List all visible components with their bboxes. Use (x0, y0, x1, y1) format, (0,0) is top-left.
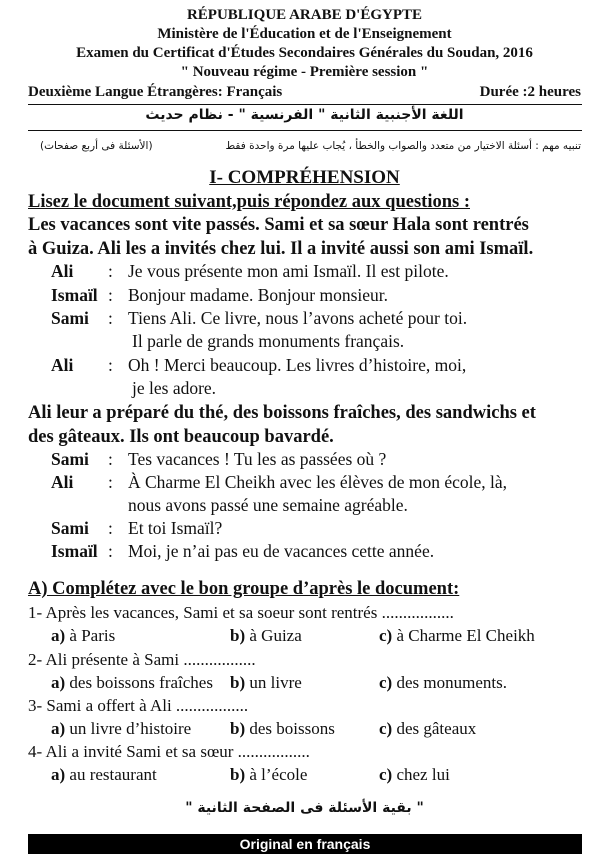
speaker-colon: : (108, 541, 113, 561)
option-text: à Paris (65, 626, 116, 645)
speaker-name: Ali (51, 261, 74, 281)
speaker-name: Sami (51, 518, 89, 538)
option-text: à l’école (245, 765, 308, 784)
speaker-colon: : (108, 518, 113, 538)
option-letter: a) (51, 673, 66, 692)
option-text: des boissons fraîches (65, 673, 213, 692)
dialogue-line: Je vous présente mon ami Ismaïl. Il est pilote. (128, 261, 449, 281)
subject-label: Deuxième Langue Étrangères: Français (28, 84, 283, 100)
dialogue-line: Il parle de grands monuments français. (132, 331, 405, 351)
dialogue-line: Et toi Ismaïl? (128, 518, 223, 538)
option-letter: b) (230, 673, 246, 692)
option-text: un livre d’histoire (65, 719, 192, 738)
header-ministry: Ministère de l'Éducation et de l'Enseignement (157, 26, 452, 42)
header-country: RÉPUBLIQUE ARABE D'ÉGYPTE (186, 7, 423, 23)
dialogue-line: Tes vacances ! Tu les as passées où ? (128, 449, 387, 469)
speaker-name: Sami (51, 449, 89, 469)
speaker-colon: : (108, 308, 113, 328)
instruction: Lisez le document suivant,puis répondez aux questions : (28, 192, 470, 212)
speaker-name: Ismaïl (51, 541, 98, 561)
question-4: 4- Ali a invité Sami et sa sœur ................. (28, 742, 310, 761)
option-3c[interactable] (379, 719, 476, 739)
header-session: " Nouveau régime - Première session " (180, 64, 429, 80)
option-3a[interactable] (51, 719, 191, 739)
speaker-colon: : (108, 472, 113, 492)
dialogue-line: nous avons passé une semaine agréable. (128, 495, 408, 515)
narration-line-1: Ali leur a préparé du thé, des boissons fraîches, des sandwichs et (28, 403, 536, 423)
option-text: chez lui (392, 765, 450, 784)
arabic-title: اللغة الأجنبية الثانية " الفرنسية " - نظام حديث (145, 107, 464, 123)
arabic-note: تنبيه مهم : أسئلة الاختيار من متعدد والصواب والخطأ ، يُجاب عليها مرة واحدة فقط (225, 140, 581, 152)
speaker-name: Ali (51, 472, 74, 492)
option-letter: c) (379, 719, 393, 738)
option-letter: a) (51, 765, 66, 784)
option-letter: c) (379, 626, 393, 645)
option-2a[interactable] (51, 673, 213, 693)
option-text: des boissons (245, 719, 335, 738)
part-a-title: A) Complétez avec le bon groupe d’après le document: (28, 579, 460, 599)
duration-label: Durée :2 heures (479, 84, 581, 100)
option-1c[interactable] (379, 626, 535, 646)
option-2c[interactable] (379, 673, 507, 693)
intro-line-2: à Guiza. Ali les a invités chez lui. Il a invité aussi son ami Ismaïl. (28, 239, 534, 259)
header-rule-top (28, 104, 582, 105)
narration-line-2: des gâteaux. Ils ont beaucoup bavardé. (28, 427, 334, 447)
option-4c[interactable] (379, 765, 450, 785)
speaker-colon: : (108, 355, 113, 375)
header-exam: Examen du Certificat d'Études Secondaires Générales du Soudan, 2016 (76, 45, 533, 61)
speaker-colon: : (108, 261, 113, 281)
dialogue-line: Bonjour madame. Bonjour monsieur. (128, 285, 389, 305)
dialogue-line: À Charme El Cheikh avec les élèves de mon école, là, (128, 472, 508, 492)
option-letter: b) (230, 719, 246, 738)
option-text: un livre (245, 673, 302, 692)
speaker-name: Ismaïl (51, 285, 98, 305)
option-letter: a) (51, 719, 66, 738)
option-4b[interactable] (230, 765, 307, 785)
option-text: à Charme El Cheikh (392, 626, 535, 645)
dialogue-line: Tiens Ali. Ce livre, nous l’avons acheté pour toi. (128, 308, 468, 328)
option-4a[interactable] (51, 765, 157, 785)
question-3: 3- Sami a offert à Ali ................. (28, 696, 249, 715)
option-text: à Guiza (245, 626, 302, 645)
option-1a[interactable] (51, 626, 115, 646)
question-2: 2- Ali présente à Sami ................. (28, 650, 256, 669)
speaker-colon: : (108, 449, 113, 469)
dialogue-line: Moi, je n’ai pas eu de vacances cette année. (128, 541, 435, 561)
option-text: des gâteaux (392, 719, 477, 738)
option-letter: b) (230, 765, 246, 784)
option-2b[interactable] (230, 673, 302, 693)
footer-banner: Original en français (28, 834, 582, 854)
option-letter: c) (379, 765, 393, 784)
dialogue-line: je les adore. (132, 378, 217, 398)
option-letter: b) (230, 626, 246, 645)
option-1b[interactable] (230, 626, 302, 646)
speaker-colon: : (108, 285, 113, 305)
arabic-pages-note: (الأسئلة فى أربع صفحات) (40, 140, 153, 152)
intro-line-1: Les vacances sont vite passés. Sami et sa sœur Hala sont rentrés (28, 215, 529, 235)
option-text: au restaurant (65, 765, 157, 784)
question-1: 1- Après les vacances, Sami et sa soeur sont rentrés ................. (28, 603, 454, 622)
speaker-name: Ali (51, 355, 74, 375)
continue-note: " بقية الأسئلة فى الصفحة الثانية " (185, 800, 424, 816)
header-rule-bottom (28, 130, 582, 131)
dialogue-line: Oh ! Merci beaucoup. Les livres d’histoire, moi, (128, 355, 467, 375)
option-letter: a) (51, 626, 66, 645)
speaker-name: Sami (51, 308, 89, 328)
option-text: des monuments. (392, 673, 507, 692)
section-title: I- COMPRÉHENSION (209, 167, 400, 188)
option-letter: c) (379, 673, 393, 692)
option-3b[interactable] (230, 719, 335, 739)
